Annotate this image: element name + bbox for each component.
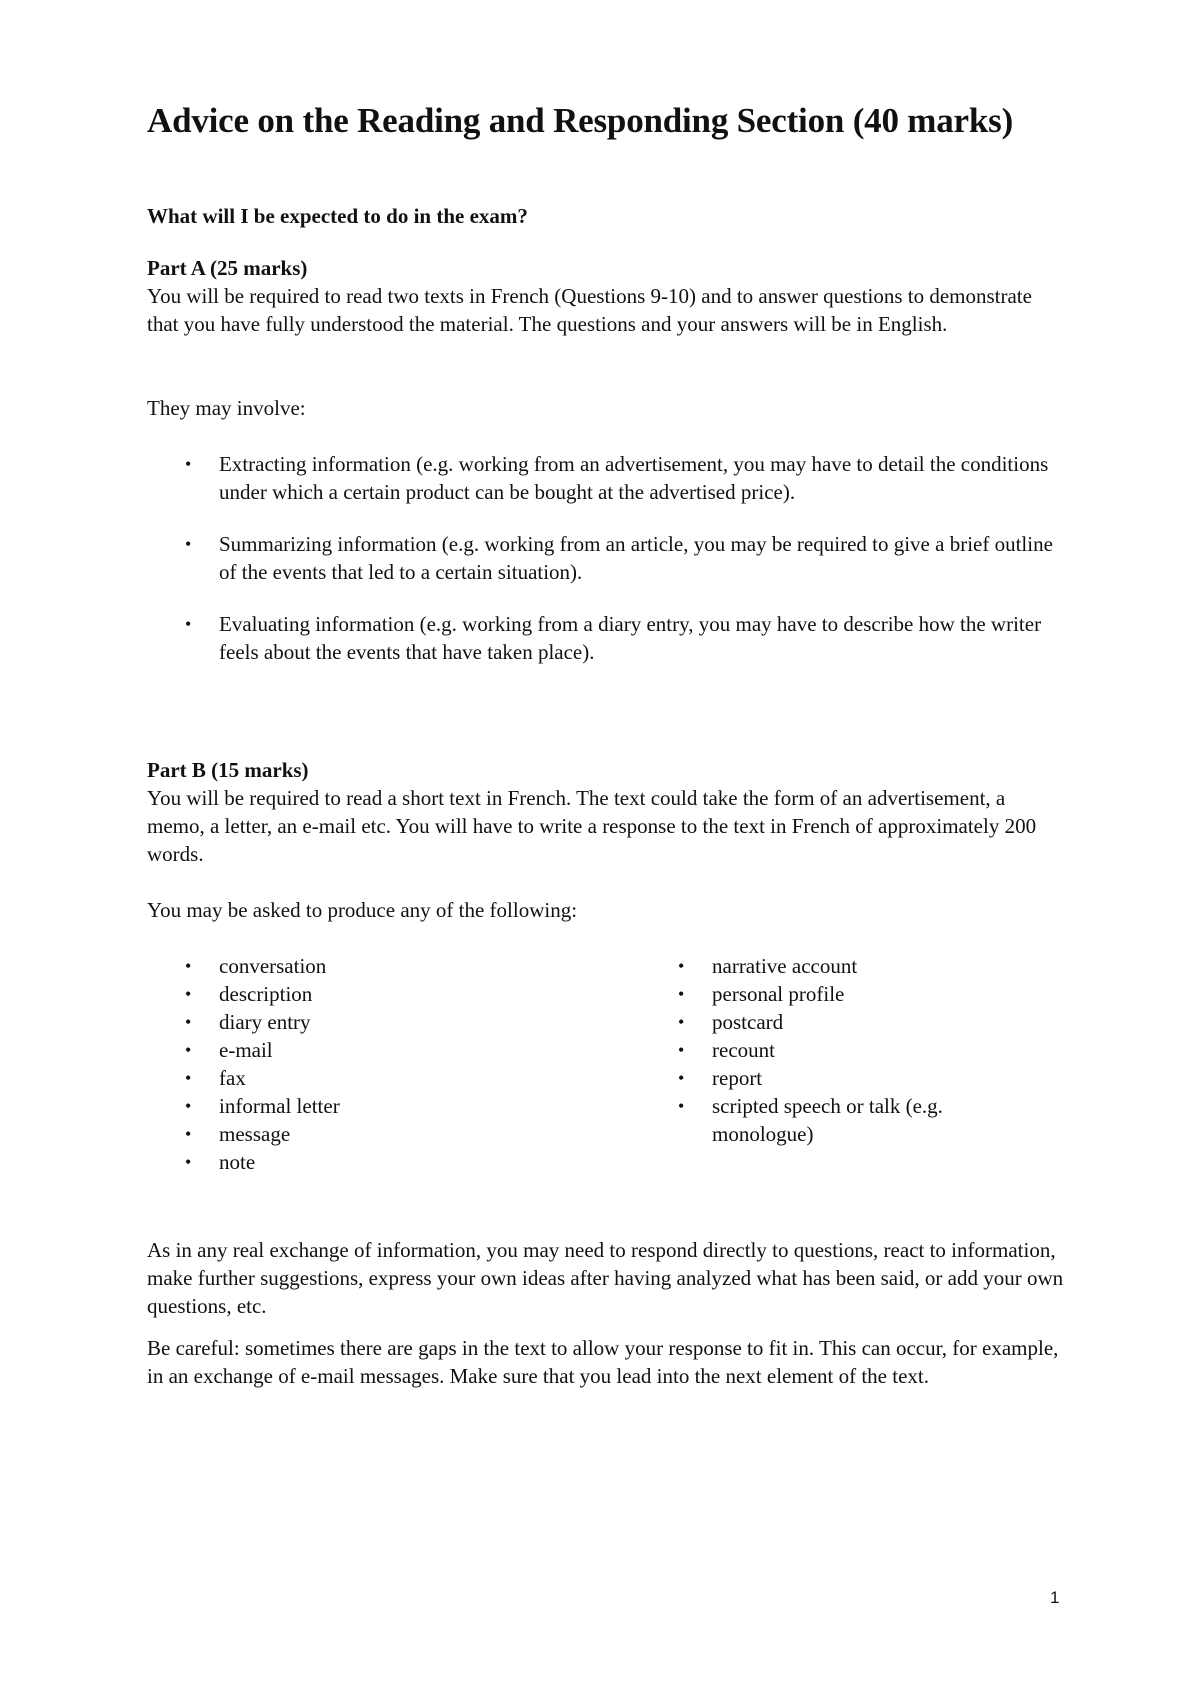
bullet-icon: • — [185, 1040, 192, 1060]
part-a-list — [147, 450, 1067, 666]
part-b-paragraph-2: Be careful: sometimes there are gaps in the text to allow your response to fit in. This can occur, for example, in an exchange of e-mail messages. Make sure that you lead into the next element of the text. — [147, 1336, 1059, 1388]
bullet-icon: • — [185, 956, 192, 976]
list-item — [147, 1120, 637, 1148]
list-item — [147, 1092, 637, 1120]
list-item-text: informal letter — [219, 1094, 340, 1118]
part-a-lead: They may involve: — [147, 396, 306, 420]
part-a-lead-block — [147, 394, 1067, 422]
bullet-icon: • — [185, 614, 192, 634]
bullet-icon: • — [185, 1096, 192, 1116]
list-item-text: report — [712, 1066, 763, 1090]
text-types-left-list — [147, 952, 637, 1176]
list-item — [147, 450, 1067, 506]
bullet-icon: • — [678, 956, 685, 976]
list-item — [147, 1064, 637, 1092]
list-item — [147, 1036, 637, 1064]
bullet-icon: • — [678, 1040, 685, 1060]
list-item — [147, 1008, 637, 1036]
part-b-lead: You may be asked to produce any of the following: — [147, 898, 578, 922]
bullet-icon: • — [185, 1124, 192, 1144]
bullet-icon: • — [185, 984, 192, 1004]
page-number: 1 — [1050, 1588, 1060, 1607]
list-item-text: note — [219, 1150, 256, 1174]
bullet-icon: • — [185, 454, 192, 474]
document-title: Advice on the Reading and Responding Section (40 marks) — [147, 101, 1014, 140]
part-b-paragraph-1: As in any real exchange of information, you may need to respond directly to questions, react to information, make further suggestions, express your own ideas after having analyzed what has been said, or add your own questions, etc. — [147, 1238, 1064, 1318]
list-item — [640, 1064, 1020, 1092]
bullet-icon: • — [678, 1012, 685, 1032]
list-item-text: personal profile — [712, 982, 845, 1006]
list-item-text: scripted speech or talk (e.g. monologue) — [712, 1094, 943, 1146]
list-item — [640, 1092, 1020, 1148]
document-page — [147, 100, 1067, 1388]
list-item — [640, 980, 1020, 1008]
part-a-heading: Part A (25 marks) — [147, 256, 308, 280]
bullet-icon: • — [185, 1152, 192, 1172]
part-b-section — [147, 756, 1067, 868]
part-b-lead-block — [147, 896, 1067, 924]
list-item-text: e-mail — [219, 1038, 273, 1062]
list-item-text: narrative account — [712, 954, 858, 978]
part-b-paragraph-2-block — [147, 1334, 1067, 1390]
question-heading: What will I be expected to do in the exam? — [147, 204, 528, 228]
list-item-text: message — [219, 1122, 291, 1146]
bullet-icon: • — [185, 534, 192, 554]
list-item-text: Extracting information (e.g. working from an advertisement, you may have to detail the conditions under which a certain product can be bought at the advertised price). — [219, 452, 1049, 504]
list-item-text: postcard — [712, 1010, 784, 1034]
text-types-left-column — [147, 952, 637, 1176]
list-item — [147, 610, 1067, 666]
bullet-icon: • — [678, 984, 685, 1004]
part-b-paragraph-1-block — [147, 1236, 1067, 1320]
part-b-intro: You will be required to read a short text in French. The text could take the form of an advertisement, a memo, a letter, an e-mail etc. You will have to write a response to the text in French of approximately 200 words. — [147, 786, 1037, 866]
part-a-list-block — [147, 450, 1067, 690]
part-a-intro: You will be required to read two texts in French (Questions 9-10) and to answer questions to demonstrate that you have fully understood the material. The questions and your answers will be in English. — [147, 284, 1032, 336]
part-a-section — [147, 254, 1067, 338]
list-item — [640, 1008, 1020, 1036]
list-item — [147, 1148, 637, 1176]
list-item-text: description — [219, 982, 313, 1006]
list-item-text: diary entry — [219, 1010, 311, 1034]
text-types-right-column — [640, 952, 1020, 1148]
text-types-right-list — [640, 952, 1020, 1148]
list-item — [640, 952, 1020, 980]
list-item — [147, 980, 637, 1008]
bullet-icon: • — [185, 1068, 192, 1088]
part-b-heading: Part B (15 marks) — [147, 758, 309, 782]
list-item-text: Summarizing information (e.g. working from an article, you may be required to give a brief outline of the events that led to a certain situation). — [219, 532, 1053, 584]
list-item — [640, 1036, 1020, 1064]
bullet-icon: • — [185, 1012, 192, 1032]
bullet-icon: • — [678, 1068, 685, 1088]
list-item-text: Evaluating information (e.g. working from a diary entry, you may have to describe how the writer feels about the events that have taken place). — [219, 612, 1042, 664]
bullet-icon: • — [678, 1096, 685, 1116]
list-item — [147, 952, 637, 980]
list-item-text: recount — [712, 1038, 775, 1062]
list-item-text: conversation — [219, 954, 327, 978]
list-item-text: fax — [219, 1066, 246, 1090]
list-item — [147, 530, 1067, 586]
